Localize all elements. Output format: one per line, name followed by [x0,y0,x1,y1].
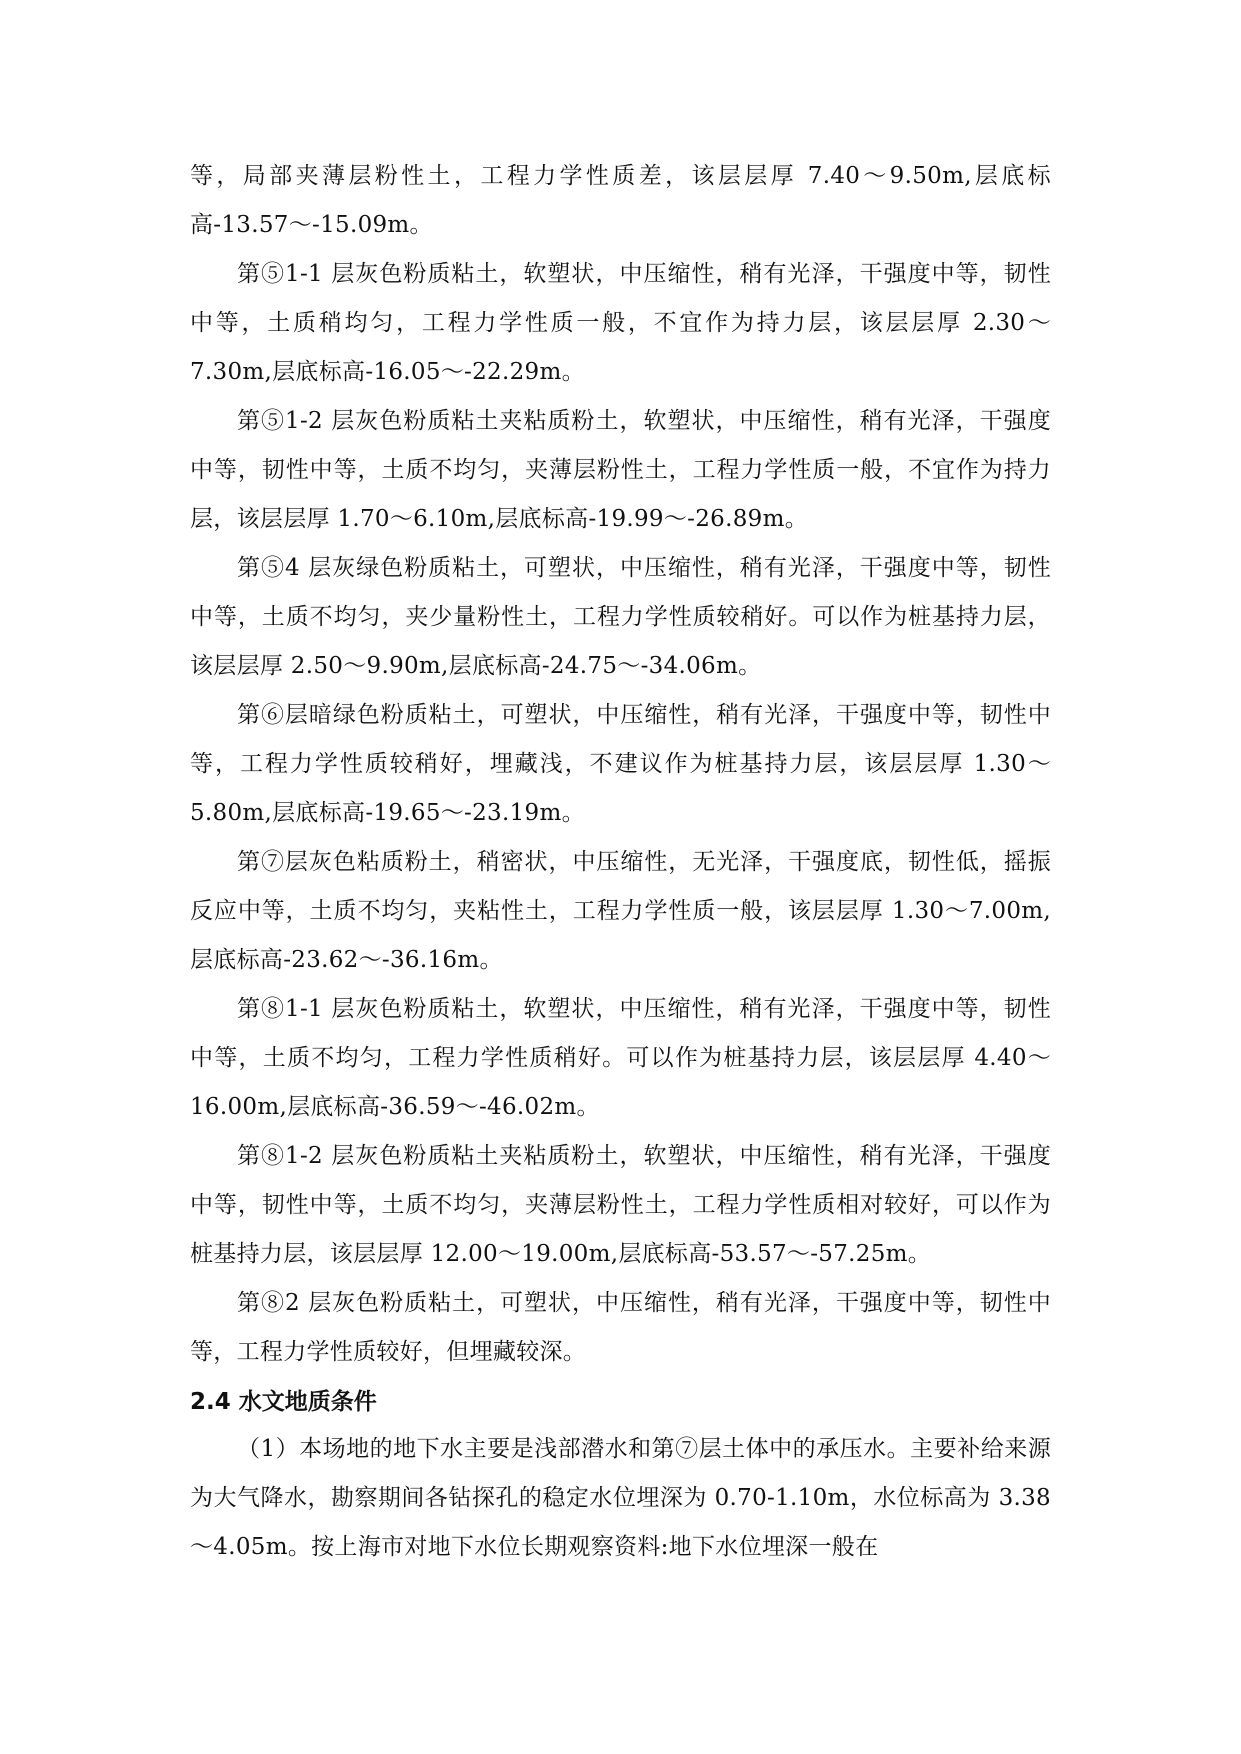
paragraph-hydrogeology-1: （1）本场地的地下水主要是浅部潜水和第⑦层土体中的承压水。主要补给来源为大气降水，勘察期间各钻探孔的稳定水位埋深为 0.70-1.10m，水位标高为 3.38～4.05m。按上海市对地下水位长期观察资料:地下水位埋深一般在 [190,1436,1051,1560]
paragraph-layer-6: 第⑥层暗绿色粉质粘土，可塑状，中压缩性，稍有光泽，干强度中等，韧性中等，工程力学性质较稍好，埋藏浅，不建议作为桩基持力层，该层层厚 1.30～5.80m,层底标高-19.65～-23.19m。 [190,702,1051,826]
document-page [190,152,1051,1572]
paragraph-layer-7: 第⑦层灰色粘质粉土，稍密状，中压缩性，无光泽，干强度底，韧性低，摇振反应中等，土质不均匀，夹粘性土，工程力学性质一般，该层层厚 1.30～7.00m,层底标高-23.62～-36.16m。 [190,849,1051,973]
paragraph-layer-5-1-1: 第⑤1-1 层灰色粉质粘土，软塑状，中压缩性，稍有光泽，干强度中等，韧性中等，土质稍均匀，工程力学性质一般，不宜作为持力层，该层层厚 2.30～7.30m,层底标高-16.05～-22.29m。 [190,261,1051,385]
paragraph-layer-5-4: 第⑤4 层灰绿色粉质粘土，可塑状，中压缩性，稍有光泽，干强度中等，韧性中等，土质不均匀，夹少量粉性土，工程力学性质较稍好。可以作为桩基持力层，该层层厚 2.50～9.90m,层底标高-24.75～-34.06m。 [190,555,1051,679]
paragraph-layer-8-2: 第⑧2 层灰色粉质粘土，可塑状，中压缩性，稍有光泽，干强度中等，韧性中等，工程力学性质较好，但埋藏较深。 [190,1290,1051,1365]
paragraph-continuation: 等，局部夹薄层粉性土，工程力学性质差，该层层厚 7.40～9.50m,层底标高-13.57～-15.09m。 [190,163,1051,238]
paragraph-layer-8-1-2: 第⑧1-2 层灰色粉质粘土夹粘质粉土，软塑状，中压缩性，稍有光泽，干强度中等，韧性中等，土质不均匀，夹薄层粉性土，工程力学性质相对较好，可以作为桩基持力层，该层层厚 12.00～19.00m,层底标高-53.57～-57.25m。 [190,1143,1051,1267]
paragraph-layer-8-1-1: 第⑧1-1 层灰色粉质粘土，软塑状，中压缩性，稍有光泽，干强度中等，韧性中等，土质不均匀，工程力学性质稍好。可以作为桩基持力层，该层层厚 4.40～16.00m,层底标高-36.59～-46.02m。 [190,996,1051,1120]
paragraph-layer-5-1-2: 第⑤1-2 层灰色粉质粘土夹粘质粉土，软塑状，中压缩性，稍有光泽，干强度中等，韧性中等，土质不均匀，夹薄层粉性土，工程力学性质一般，不宜作为持力层，该层层厚 1.70～6.10m,层底标高-19.99～-26.89m。 [190,408,1051,532]
section-heading: 2.4 水文地质条件 [190,1389,377,1415]
